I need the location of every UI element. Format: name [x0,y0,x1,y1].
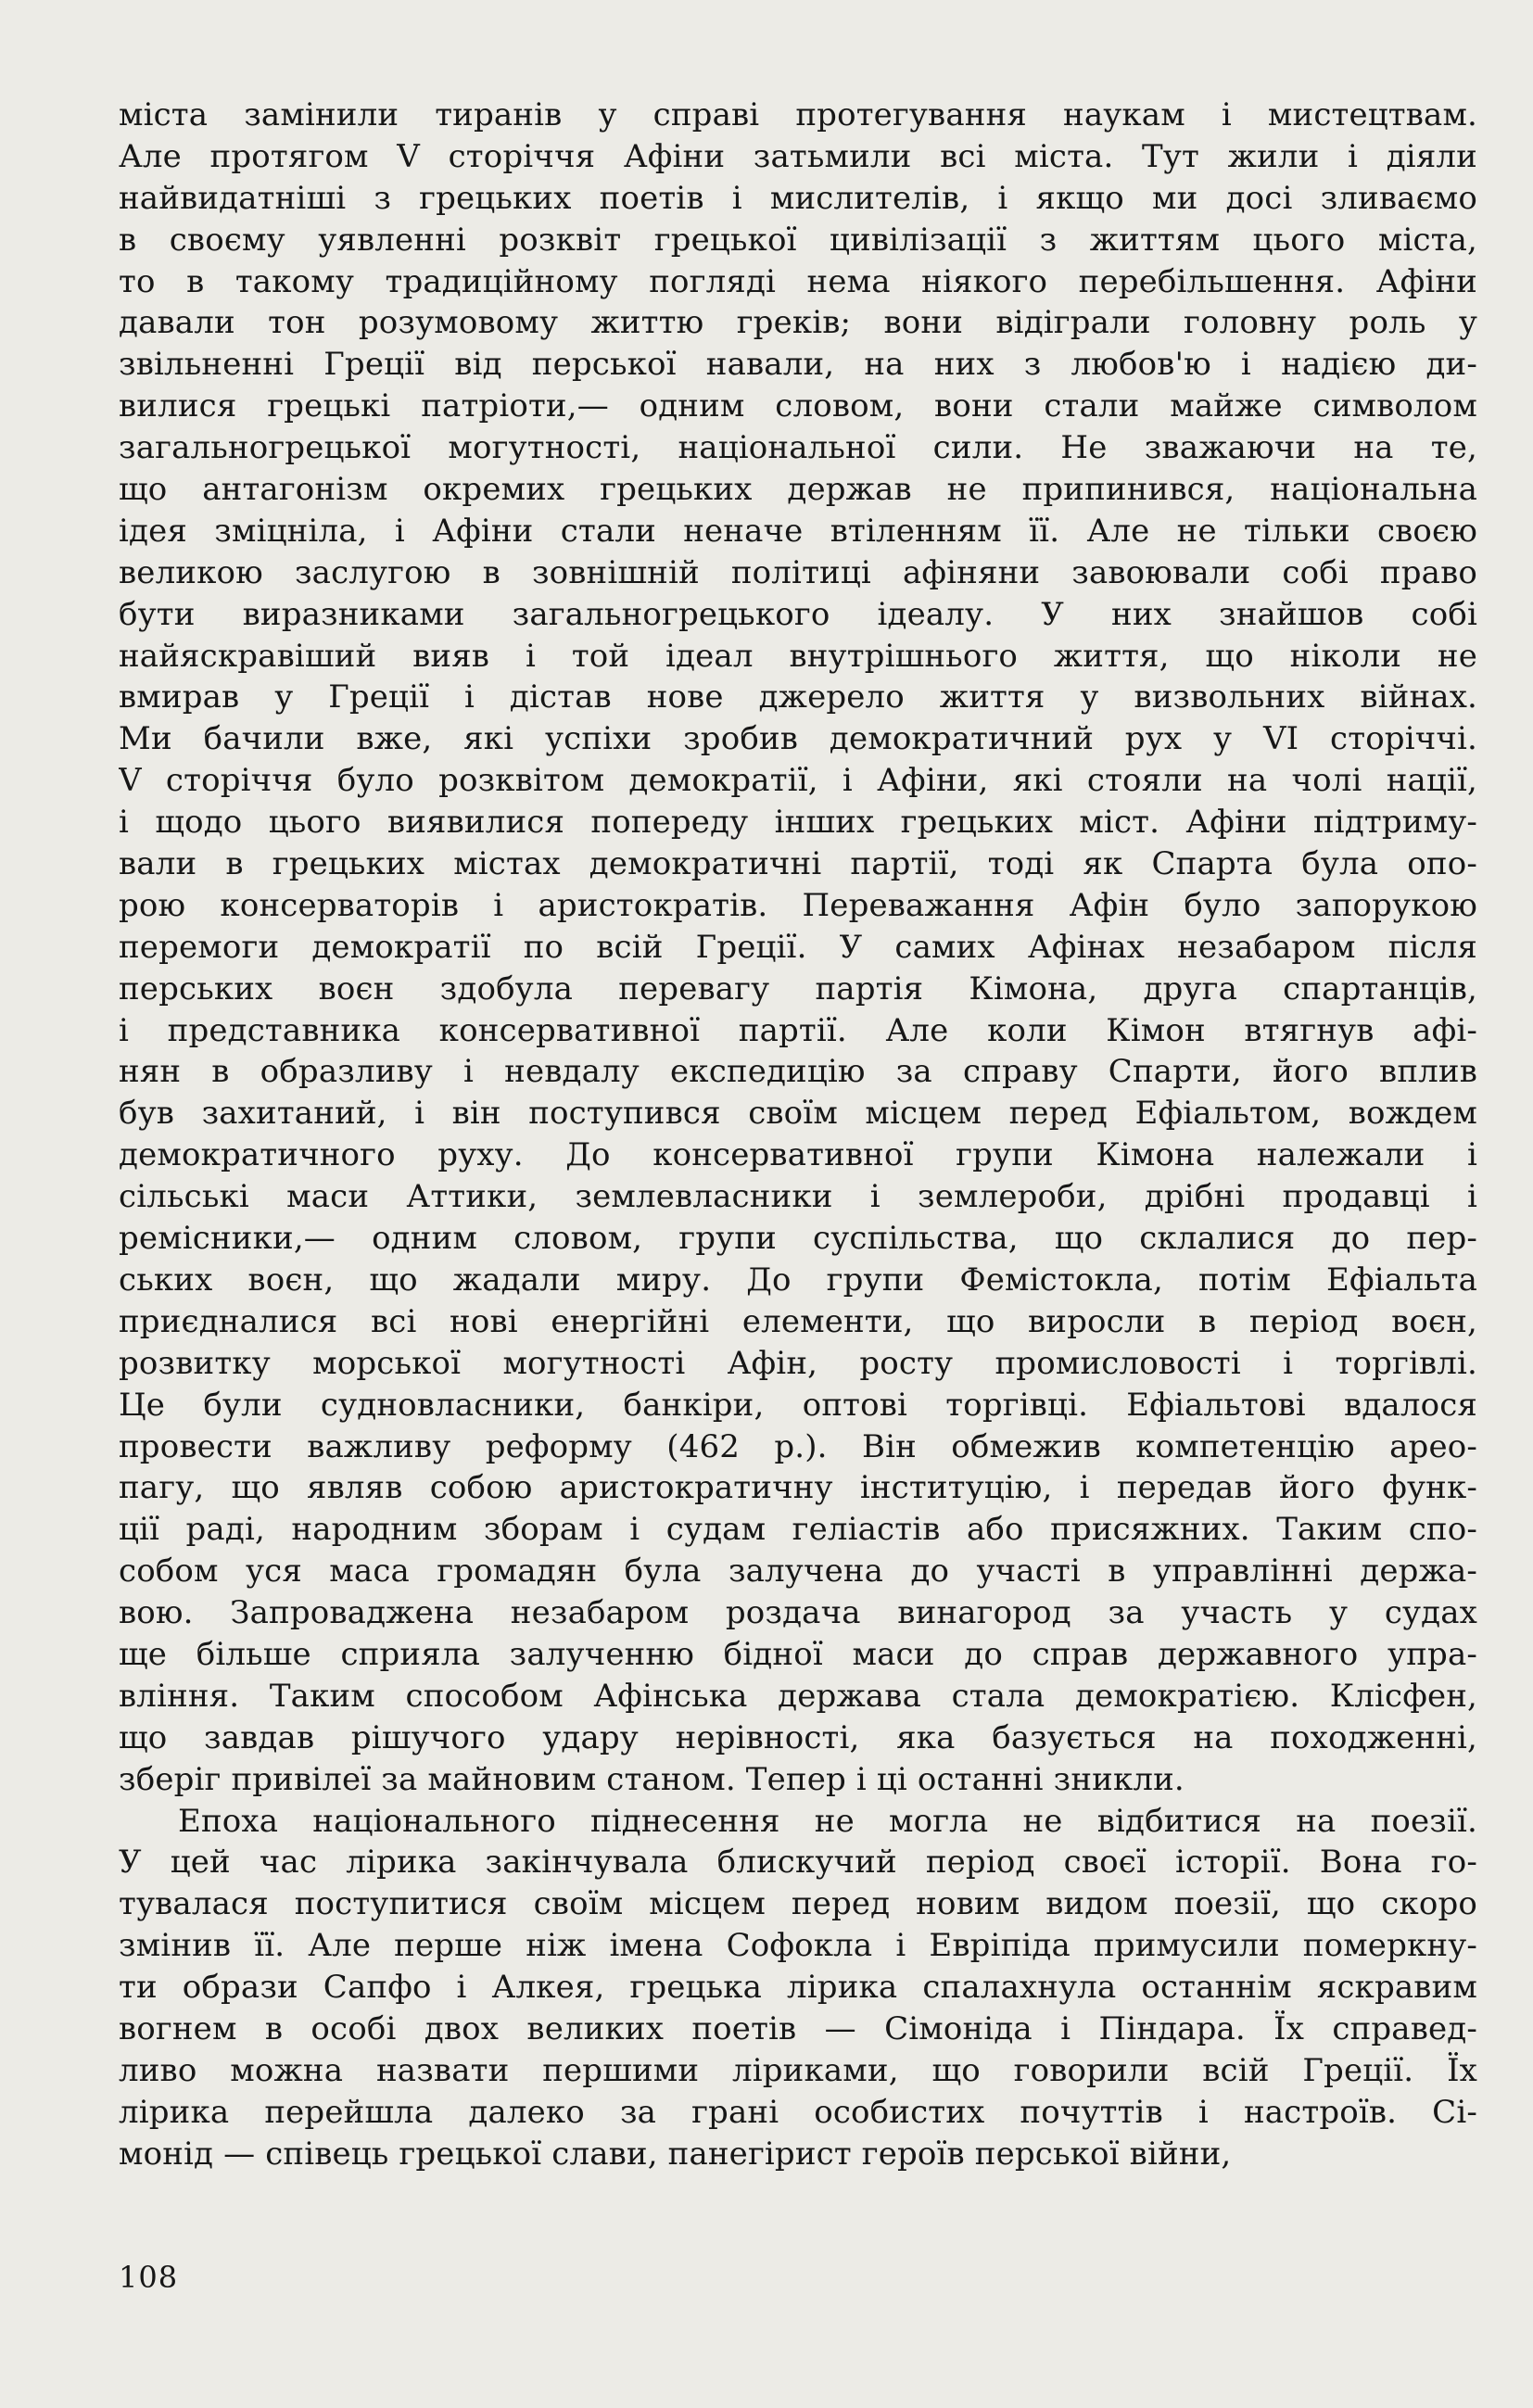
paragraph [119,95,1477,1801]
text-line: тувалася поступитися своїм місцем перед новим видом поезії, що скоро [119,1885,1477,1923]
text-line: пагу, що являв собою аристократичну інституцію, і передав його функ- [119,1469,1477,1507]
text-line: ти образи Сапфо і Алкея, грецька лірика спалахнула останнім яскравим [119,1969,1477,2007]
text-line: приєдналися всі нові енергійні елементи, що виросли в період воєн, [119,1302,1477,1340]
text-line: ідея зміцніла, і Афіни стали неначе втіленням її. Але не тільки своєю [119,512,1477,550]
text-line: Епоха національного піднесення не могла не відбитися на поезії. [178,1802,1477,1840]
text-line: Ми бачили вже, які успіхи зробив демократичний рух у VI сторіччі. [119,720,1477,758]
text-line: V сторіччя було розквітом демократії, і Афіни, які стояли на чолі нації, [119,762,1477,800]
text-line: ще більше сприяла залученню бідної маси до справ державного упра- [119,1635,1477,1673]
text-line: звільненні Греції від перської навали, на них з любов'ю і надією ди- [119,346,1477,384]
text-line: був захитаний, і він поступився своїм місцем перед Ефіальтом, вождем [119,1095,1477,1133]
text-line: монід — співець грецької слави, панегірист героїв перської війни, [119,2135,1232,2173]
text-line: провести важливу реформу (462 р.). Він обмежив компетенцію арео- [119,1427,1477,1465]
text-line: міста замінили тиранів у справі протегування наукам і мистецтвам. [119,96,1477,133]
text-line: лірика перейшла далеко за грані особистих почуттів і настроїв. Сі- [119,2093,1477,2131]
text-line: демократичного руху. До консервативної групи Кімона належали і [119,1136,1477,1174]
text-line: вмирав у Греції і дістав нове джерело життя у визвольних війнах. [119,678,1477,716]
text-line: і представника консервативної партії. Але коли Кімон втягнув афі- [119,1011,1477,1049]
text-line: Це були судновласники, банкіри, оптові торгівці. Ефіальтові вдалося [119,1386,1477,1424]
text-line: зберіг привілеї за майновим станом. Тепер і ці останні зникли. [119,1760,1185,1798]
text-line: що антагонізм окремих грецьких держав не припинився, національна [119,471,1477,509]
text-line: ремісники,— одним словом, групи суспільства, що склалися до пер- [119,1220,1477,1258]
text-line: розвитку морської могутності Афін, росту промисловості і торгівлі. [119,1344,1477,1382]
text-line: собом уся маса громадян була залучена до участі в управлінні держа- [119,1553,1477,1591]
text-line: нян в образливу і невдалу експедицію за справу Спарти, його вплив [119,1053,1477,1091]
text-line: вали в грецьких містах демократичні партії, тоді як Спарта була опо- [119,845,1477,883]
text-line: перських воєн здобула перевагу партія Кімона, друга спартанців, [119,970,1477,1008]
text-line: ції раді, народним зборам і судам геліастів або присяжних. Таким спо- [119,1511,1477,1549]
text-line: сільські маси Аттики, землевласники і землероби, дрібні продавці і [119,1178,1477,1216]
text-line: то в такому традиційному погляді нема ніякого перебільшення. Афіни [119,262,1477,300]
paragraph [119,1801,1477,2175]
text-line: вою. Запроваджена незабаром роздача винагород за участь у судах [119,1594,1477,1632]
body-text [119,95,1477,2175]
text-line: бути виразниками загальногрецького ідеалу. У них знайшов собі [119,595,1477,633]
text-line: вогнем в особі двох великих поетів — Сімоніда і Піндара. Їх справед- [119,2009,1477,2047]
text-line: найвидатніші з грецьких поетів і мислителів, і якщо ми досі зливаємо [119,179,1477,217]
text-line: найяскравіший вияв і той ідеал внутрішнього життя, що ніколи не [119,637,1477,675]
text-line: загальногрецької могутності, національної сили. Не зважаючи на те, [119,429,1477,467]
text-line: змінив її. Але перше ніж імена Софокла і Евріпіда примусили померкну- [119,1927,1477,1965]
text-line: що завдав рішучого удару нерівності, яка базується на походженні, [119,1718,1477,1756]
text-line: ливо можна назвати першими ліриками, що говорили всій Греції. Їх [119,2051,1477,2089]
text-line: вління. Таким способом Афінська держава стала демократією. Клісфен, [119,1677,1477,1715]
text-line: У цей час лірика закінчувала блискучий період своєї історії. Вона го- [119,1844,1477,1882]
page-number: 108 [119,2260,179,2295]
text-line: великою заслугою в зовнішній політиці афіняни завоювали собі право [119,553,1477,591]
text-line: рою консерваторів і аристократів. Переважання Афін було запорукою [119,886,1477,924]
text-line: Але протягом V сторіччя Афіни затьмили всі міста. Тут жили і діяли [119,137,1477,175]
text-line: вилися грецькі патріоти,— одним словом, вони стали майже символом [119,387,1477,425]
text-line: перемоги демократії по всій Греції. У самих Афінах незабаром після [119,928,1477,966]
text-line: в своєму уявленні розквіт грецької цивілізації з життям цього міста, [119,221,1477,259]
text-line: ських воєн, що жадали миру. До групи Фемістокла, потім Ефіальта [119,1261,1477,1299]
text-line: давали тон розумовому життю греків; вони відіграли головну роль у [119,304,1477,342]
text-line: і щодо цього виявилися попереду інших грецьких міст. Афіни підтриму- [119,804,1477,842]
